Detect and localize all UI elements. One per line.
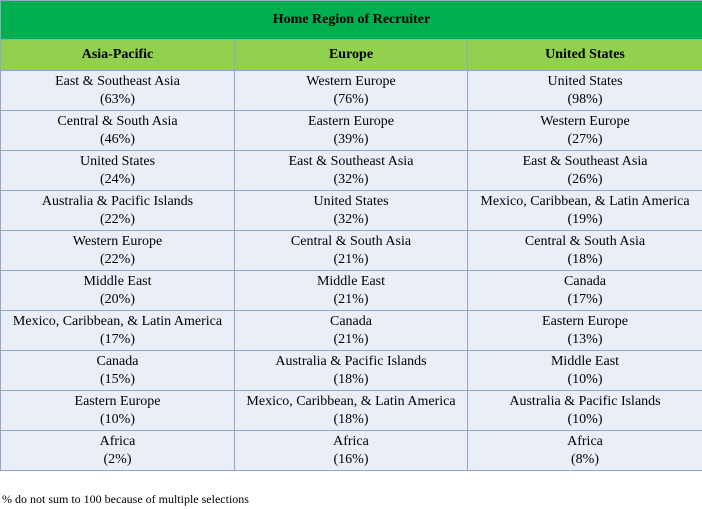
- table-row: [1, 151, 702, 191]
- region-name: Africa: [99, 433, 136, 449]
- table-title: Home Region of Recruiter: [1, 1, 702, 40]
- region-percent: (2%): [103, 451, 132, 467]
- region-percent: (16%): [333, 451, 369, 467]
- region-percent: (22%): [100, 211, 135, 227]
- region-name: United States: [547, 73, 623, 89]
- region-name: Australia & Pacific Islands: [275, 353, 427, 369]
- table-cell: [468, 111, 702, 151]
- region-name: Africa: [333, 433, 369, 449]
- table-cell: [235, 351, 468, 391]
- region-name: Middle East: [550, 353, 620, 369]
- region-name: United States: [79, 153, 156, 169]
- region-name: Middle East: [316, 273, 386, 289]
- table-cell: [1, 351, 235, 391]
- title-row: [1, 1, 702, 40]
- region-name: Central & South Asia: [290, 233, 412, 249]
- table-cell: [468, 311, 702, 351]
- table-cell: [468, 231, 702, 271]
- region-name: Canada: [330, 313, 372, 329]
- region-name: Canada: [564, 273, 606, 289]
- table-cell: [235, 71, 468, 111]
- region-percent: (13%): [567, 331, 603, 347]
- table-cell: [1, 71, 235, 111]
- table-cell: [235, 311, 468, 351]
- region-name: East & Southeast Asia: [522, 153, 648, 169]
- table-cell: [235, 111, 468, 151]
- table-cell: [235, 271, 468, 311]
- region-percent: (21%): [333, 331, 369, 347]
- region-percent: (10%): [567, 371, 603, 387]
- region-percent: (39%): [333, 131, 369, 147]
- table-row: [1, 391, 702, 431]
- region-percent: (18%): [333, 371, 369, 387]
- region-name: Western Europe: [72, 233, 163, 249]
- table-cell: [1, 231, 235, 271]
- table-cell: [468, 191, 702, 231]
- column-header-europe: Europe: [235, 40, 468, 71]
- region-percent: (24%): [100, 171, 135, 187]
- region-percent: (22%): [100, 251, 135, 267]
- region-percent: (32%): [333, 211, 369, 227]
- table-cell: [235, 151, 468, 191]
- table-cell: [468, 151, 702, 191]
- region-name: Canada: [96, 353, 139, 369]
- footnote: % do not sum to 100 because of multiple selections: [2, 492, 249, 506]
- table-row: [1, 71, 702, 111]
- region-name: Africa: [567, 433, 603, 449]
- region-percent: (32%): [333, 171, 369, 187]
- table-cell: [468, 351, 702, 391]
- region-name: Western Europe: [540, 113, 630, 129]
- region-name: United States: [313, 193, 389, 209]
- table-row: [1, 231, 702, 271]
- region-percent: (8%): [571, 451, 599, 467]
- region-name: Mexico, Caribbean, & Latin America: [246, 393, 456, 409]
- region-percent: (27%): [567, 131, 603, 147]
- table-row: [1, 351, 702, 391]
- region-percent: (21%): [333, 251, 369, 267]
- column-header-united-states: United States: [468, 40, 702, 71]
- region-percent: (63%): [100, 91, 135, 107]
- table-cell: [468, 431, 702, 471]
- table-cell: [1, 431, 235, 471]
- region-name: Eastern Europe: [542, 313, 628, 329]
- table-cell: [468, 71, 702, 111]
- region-name: Eastern Europe: [74, 393, 161, 409]
- region-percent: (76%): [333, 91, 369, 107]
- table-cell: [1, 391, 235, 431]
- table-cell: [235, 191, 468, 231]
- table-row: [1, 111, 702, 151]
- table-cell: [235, 231, 468, 271]
- region-percent: (15%): [100, 371, 135, 387]
- region-name: Middle East: [83, 273, 152, 289]
- region-percent: (98%): [567, 91, 603, 107]
- region-percent: (10%): [100, 411, 135, 427]
- table-cell: [1, 191, 235, 231]
- region-percent: (26%): [567, 171, 603, 187]
- region-name: Eastern Europe: [308, 113, 394, 129]
- table-row: [1, 431, 702, 471]
- region-percent: (20%): [100, 291, 135, 307]
- table-row: [1, 271, 702, 311]
- table-cell: [1, 271, 235, 311]
- table-cell: [1, 111, 235, 151]
- region-percent: (18%): [333, 411, 369, 427]
- region-name: Central & South Asia: [57, 113, 178, 129]
- table-cell: [468, 391, 702, 431]
- region-percent: (10%): [567, 411, 603, 427]
- table-cell: [1, 311, 235, 351]
- table-cell: [468, 271, 702, 311]
- table-cell: [235, 431, 468, 471]
- region-name: East & Southeast Asia: [55, 73, 180, 89]
- region-name: East & Southeast Asia: [288, 153, 414, 169]
- region-percent: (17%): [567, 291, 603, 307]
- region-percent: (17%): [100, 331, 135, 347]
- region-name: Central & South Asia: [524, 233, 646, 249]
- region-name: Australia & Pacific Islands: [41, 193, 194, 209]
- region-name: Mexico, Caribbean, & Latin America: [12, 313, 223, 329]
- region-percent: (46%): [100, 131, 135, 147]
- column-header-asia-pacific: Asia-Pacific: [1, 40, 235, 71]
- column-header-row: [1, 40, 702, 71]
- region-percent: (21%): [333, 291, 369, 307]
- region-percent: (18%): [567, 251, 603, 267]
- table-row: [1, 191, 702, 231]
- table-row: [1, 311, 702, 351]
- region-name: Australia & Pacific Islands: [509, 393, 661, 409]
- region-name: Western Europe: [306, 73, 396, 89]
- region-name: Mexico, Caribbean, & Latin America: [480, 193, 690, 209]
- table-cell: [235, 391, 468, 431]
- region-percent: (19%): [567, 211, 603, 227]
- table-cell: [1, 151, 235, 191]
